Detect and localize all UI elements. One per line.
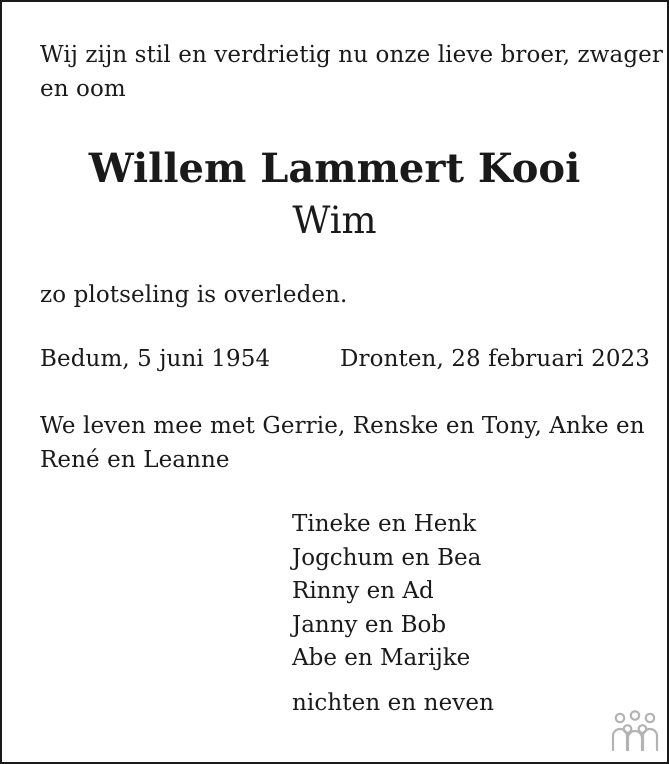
cousins-text: nichten en neven: [292, 690, 495, 716]
deceased-nickname: Wim: [292, 199, 377, 242]
signer-item: Jogchum en Bea: [292, 544, 482, 571]
signer-item: Rinny en Ad: [292, 578, 434, 604]
birth-place-date: Bedum, 5 juni 1954: [40, 346, 271, 372]
people-group-icon: [610, 710, 660, 752]
passed-away-text: zo plotseling is overleden.: [40, 282, 348, 308]
intro-line-2: en oom: [40, 76, 126, 102]
intro-line-1: Wij zijn stil en verdrietig nu onze lieve broer, zwager: [40, 42, 663, 68]
family-line-1: We leven mee met Gerrie, Renske en Tony, Anke en: [40, 413, 645, 439]
signer-item: Janny en Bob: [292, 611, 447, 638]
death-place-date: Dronten, 28 februari 2023: [340, 346, 651, 372]
signers-list: [292, 508, 481, 676]
family-line-2: René en Leanne: [40, 447, 230, 473]
deceased-name: Willem Lammert Kooi: [88, 145, 581, 192]
signer-item: Tineke en Henk: [292, 511, 477, 537]
signer-item: Abe en Marijke: [292, 645, 471, 671]
family-text: [40, 409, 645, 477]
intro-text: [40, 38, 663, 106]
